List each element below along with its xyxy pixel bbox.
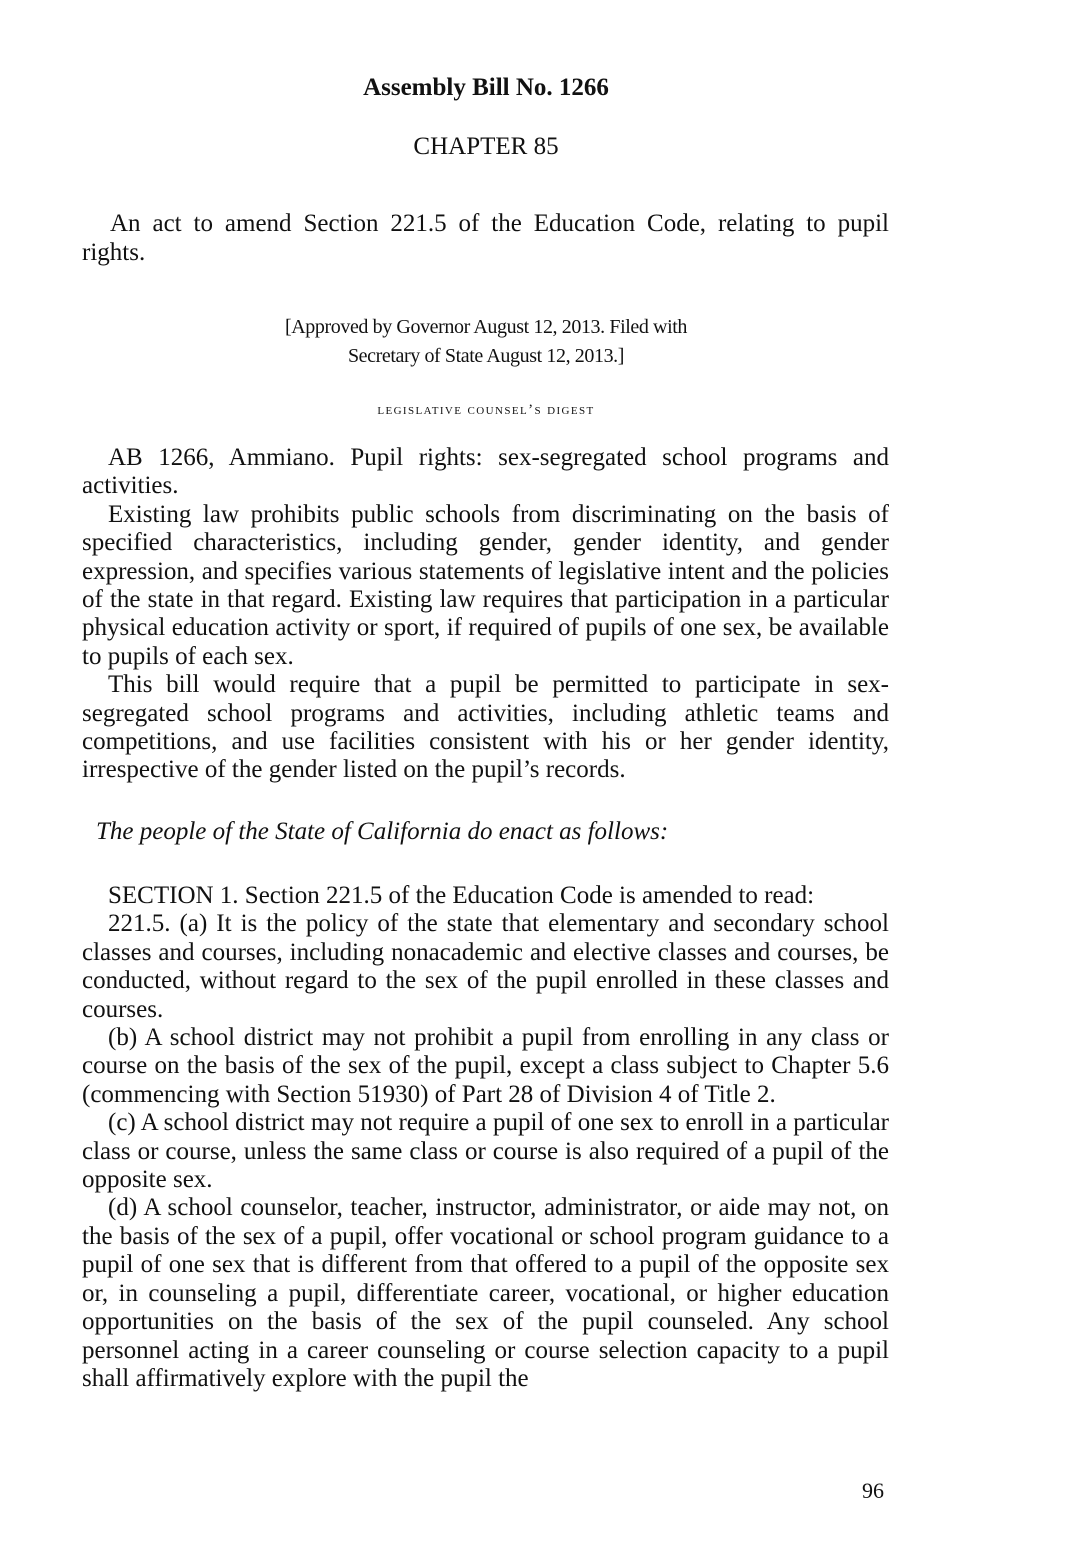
digest-paragraph: This bill would require that a pupil be permitted to participate in sex-segregated school programs and activities, including athletic teams and competitions, and use facilities consistent with his or her gender identity, irrespective of the gender listed on the pupil’s records. <box>82 671 889 784</box>
page-number: 96 <box>862 1478 884 1503</box>
approval-line-1: [Approved by Governor August 12, 2013. Filed with <box>284 316 688 338</box>
section-paragraph: 221.5. (a) It is the policy of the state that elementary and secondary school classes and courses, including nonacademic and elective classes and courses, be conducted, without regard to the sex of the pupil enrolled in these classes and courses. <box>82 910 889 1023</box>
digest-body <box>82 444 889 785</box>
bill-title: Assembly Bill No. 1266 <box>363 74 609 101</box>
act-description: An act to amend Section 221.5 of the Education Code, relating to pupil rights. <box>82 210 889 266</box>
section-paragraph: (b) A school district may not prohibit a pupil from enrolling in any class or course on the basis of the sex of the pupil, except a class subject to Chapter 5.6 (commencing with Section 51930) of Part 28 of Division 4 of Title 2. <box>82 1024 889 1108</box>
chapter-number: CHAPTER 85 <box>413 133 559 160</box>
digest-paragraph: Existing law prohibits public schools from discriminating on the basis of specified characteristics, including gender, gender identity, and gender expression, and specifies various statements of legislative intent and the policies of the state in that regard. Existing law requires that participation in a particular physical education activity or sport, if required of pupils of one sex, be available to pupils of each sex. <box>82 500 889 670</box>
digest-heading: legislative counsel’s digest <box>377 402 595 418</box>
section-paragraph: (d) A school counselor, teacher, instructor, administrator, or aide may not, on the basis of the sex of a pupil, offer vocational or school program guidance to a pupil of one sex that is different from that offered to a pupil of the opposite sex or, in counseling a pupil, differentiate career, vocational, or higher education opportunities on the basis of the sex of the pupil counseled. Any school personnel acting in a career counseling or course selection capacity to a pupil shall affirmatively explore with the pupil the <box>82 1194 889 1392</box>
approval-line-2: Secretary of State August 12, 2013.] <box>347 345 625 367</box>
digest-paragraph: AB 1266, Ammiano. Pupil rights: sex-segregated school programs and activities. <box>82 444 889 500</box>
section-paragraph: (c) A school district may not require a pupil of one sex to enroll in a particular class or course, unless the same class or course is also required of a pupil of the opposite sex. <box>82 1109 889 1194</box>
section-paragraph: SECTION 1. Section 221.5 of the Education Code is amended to read: <box>108 882 815 909</box>
approval-note <box>0 313 972 371</box>
section-body <box>82 882 889 1393</box>
enacting-clause: The people of the State of California do enact as follows: <box>96 818 669 845</box>
